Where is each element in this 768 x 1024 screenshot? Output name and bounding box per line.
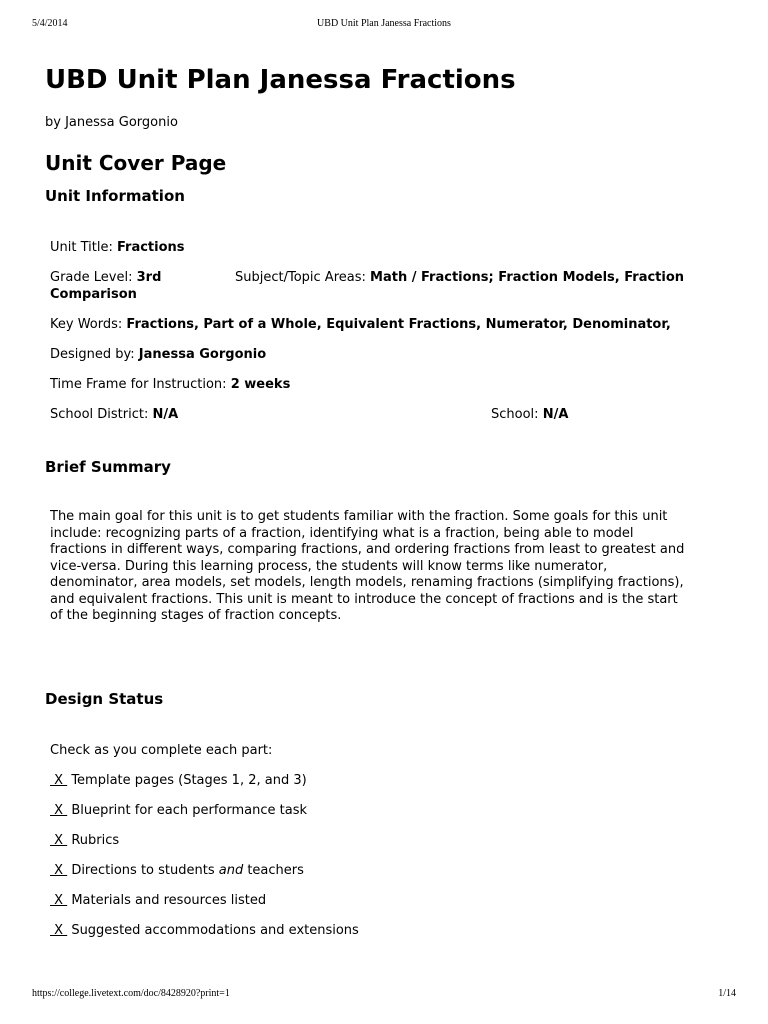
check-mark: X: [50, 832, 68, 848]
unit-information-heading: Unit Information: [45, 187, 185, 205]
checklist-item-label: Template pages (Stages 1, 2, and 3): [71, 772, 307, 788]
time-frame-row: [50, 376, 725, 393]
school-label: School:: [491, 407, 539, 422]
subject-value-continued: Comparison: [50, 287, 137, 302]
checklist-item-label: Suggested accommodations and extensions: [71, 922, 359, 938]
time-frame-label: Time Frame for Instruction:: [50, 377, 227, 392]
checklist-item: [50, 772, 725, 789]
check-mark: X: [50, 772, 68, 788]
unit-title-row: [50, 239, 725, 256]
keywords-value: Fractions, Part of a Whole, Equivalent Fractions, Numerator, Denominator,: [126, 317, 671, 332]
print-date: 5/4/2014: [32, 18, 68, 29]
design-status-heading: Design Status: [45, 689, 164, 708]
summary-line: The main goal for this unit is to get students familiar with the fraction. Some goals for this unit: [50, 509, 668, 524]
unit-information: [50, 239, 725, 423]
document-body: [45, 62, 725, 952]
checklist-item-label-end: teachers: [243, 862, 304, 878]
checklist-item-emphasis: and: [218, 862, 244, 878]
school-district-value: N/A: [152, 407, 179, 422]
time-frame-value: 2 weeks: [230, 377, 291, 392]
design-status-list: [50, 742, 725, 939]
document-title: UBD Unit Plan Janessa Fractions: [45, 65, 516, 95]
cover-heading: Unit Cover Page: [45, 151, 227, 175]
checklist-item-label: Materials and resources listed: [71, 892, 267, 908]
print-url: https://college.livetext.com/doc/8428920?print=1: [32, 988, 230, 999]
keywords-row: [50, 316, 725, 333]
print-header: [32, 18, 736, 32]
designed-by-value: Janessa Gorgonio: [138, 347, 267, 362]
checklist-item: [50, 832, 725, 849]
checklist-item: [50, 922, 725, 939]
checklist-item-label: Rubrics: [71, 832, 120, 848]
school-row: [50, 406, 725, 423]
grade-value: 3rd: [136, 270, 162, 285]
checklist-item: [50, 802, 725, 819]
design-status-intro: Check as you complete each part:: [50, 742, 273, 758]
check-mark: X: [50, 862, 68, 878]
designed-by-row: [50, 346, 725, 363]
summary-line: and equivalent fractions. This unit is meant to introduce the concept of fractions and is the start: [50, 591, 678, 607]
summary-line: vice-versa. During this learning process, the students will know terms like numerator,: [50, 558, 608, 574]
check-mark: X: [50, 922, 68, 938]
checklist-item-label: Directions to students: [71, 862, 219, 878]
designed-by-label: Designed by:: [50, 347, 135, 362]
check-mark: X: [50, 802, 68, 818]
print-footer: [32, 988, 736, 1002]
summary-line: include: recognizing parts of a fraction, identifying what is a fraction, being able to model: [50, 525, 634, 541]
checklist-item: [50, 862, 725, 879]
brief-summary-text: [50, 509, 720, 625]
summary-line: of the beginning stages of fraction concepts.: [50, 608, 342, 623]
school-value: N/A: [542, 407, 569, 422]
keywords-label: Key Words:: [50, 317, 123, 332]
unit-title-value: Fractions: [116, 240, 185, 255]
byline: by Janessa Gorgonio: [45, 115, 178, 130]
subject-label: Subject/Topic Areas:: [235, 270, 366, 285]
unit-title-label: Unit Title:: [50, 240, 113, 255]
checklist-item: [50, 892, 725, 909]
page-number: 1/14: [718, 988, 736, 999]
grade-label: Grade Level:: [50, 270, 133, 285]
summary-line: denominator, area models, set models, length models, renaming fractions (simplifying fractions),: [50, 575, 684, 590]
subject-value: Math / Fractions; Fraction Models, Fraction: [370, 270, 685, 285]
grade-subject-row: [50, 269, 725, 303]
school-district-label: School District:: [50, 407, 149, 422]
checklist-item-label: Blueprint for each performance task: [71, 802, 308, 818]
print-title: UBD Unit Plan Janessa Fractions: [317, 18, 451, 29]
check-mark: X: [50, 892, 68, 908]
summary-line: fractions in different ways, comparing fractions, and ordering fractions from least to greatest and: [50, 542, 685, 557]
brief-summary-heading: Brief Summary: [45, 458, 171, 476]
